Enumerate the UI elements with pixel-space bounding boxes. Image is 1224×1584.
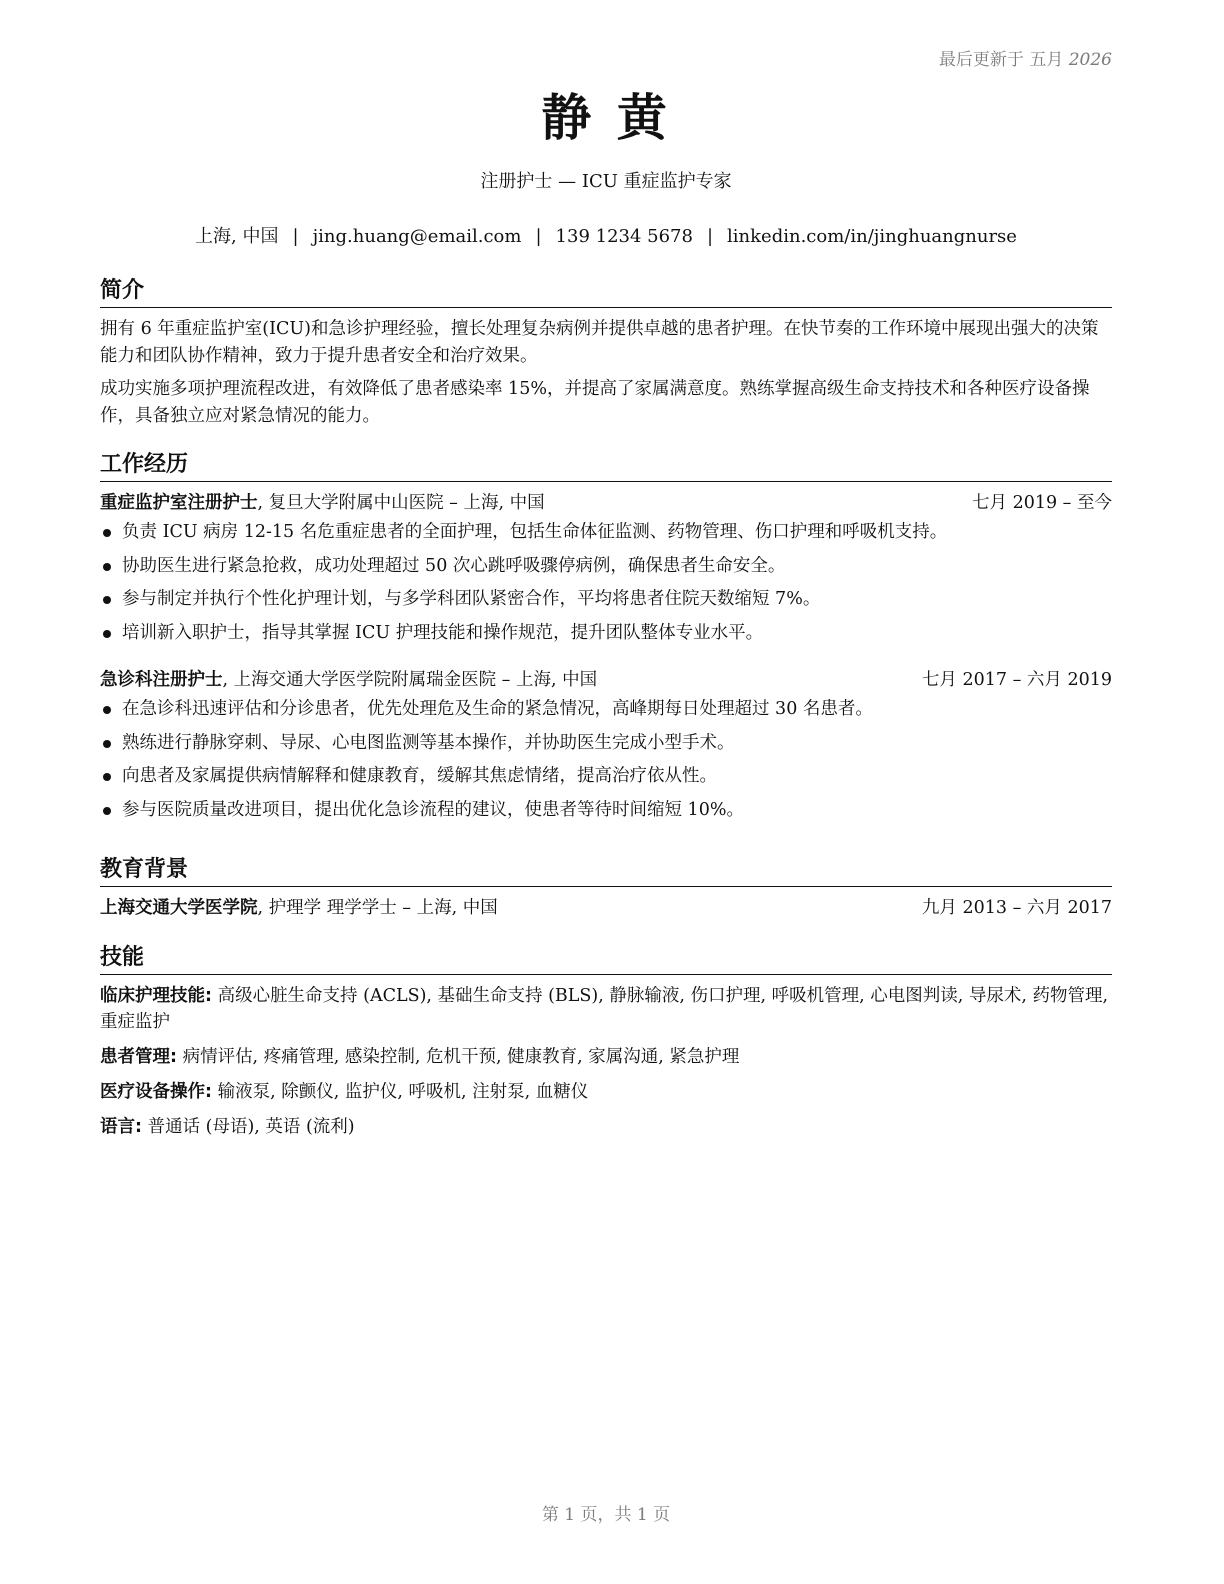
contact-location: 上海, 中国	[195, 226, 279, 247]
bullet-item	[100, 553, 1112, 580]
last-updated-label: 最后更新于 五月	[938, 50, 1064, 70]
bullet-item	[100, 620, 1112, 647]
entry-role: 重症监护室注册护士	[100, 493, 258, 513]
contact-linkedin[interactable]: linkedin.com/in/jinghuangnurse	[727, 226, 1017, 247]
bullet-icon	[103, 563, 111, 571]
entry-dates: 七月 2017 – 六月 2019	[921, 670, 1112, 690]
resume-page	[100, 0, 1112, 1584]
skill-label: 临床护理技能:	[100, 986, 212, 1006]
bullet-item	[100, 730, 1112, 757]
entry-header	[100, 667, 1112, 694]
summary-title: 简介	[100, 277, 1112, 308]
skill-value: 输液泵, 除颤仪, 监护仪, 呼吸机, 注射泵, 血糖仪	[212, 1082, 589, 1102]
contact-separator: |	[706, 226, 714, 247]
bullet-icon	[103, 529, 111, 537]
summary-paragraph: 成功实施多项护理流程改进，有效降低了患者感染率 15%，并提高了家属满意度。熟练掌握高级生命支持技术和各种医疗设备操作，具备独立应对紧急情况的能力。	[100, 379, 1090, 426]
entry-role-org	[100, 490, 545, 517]
entry-bullets	[100, 696, 1112, 824]
bullet-item	[100, 586, 1112, 613]
entry-org: , 复旦大学附属中山医院 – 上海, 中国	[257, 493, 545, 513]
summary-section	[100, 277, 1112, 436]
bullet-icon	[103, 807, 111, 815]
contact-separator: |	[535, 226, 542, 247]
skills-section	[100, 944, 1112, 1149]
education-entry	[100, 895, 1112, 922]
bullet-item	[100, 763, 1112, 790]
education-dates: 九月 2013 – 六月 2017	[921, 898, 1112, 918]
bullet-icon	[103, 740, 111, 748]
education-school: 上海交通大学医学院	[100, 898, 258, 918]
entry-header	[100, 490, 1112, 517]
last-updated-year: 2026	[1068, 50, 1112, 70]
experience-entry	[100, 490, 1112, 647]
bullet-text: 参与制定并执行个性化护理计划，与多学科团队紧密合作，平均将患者住院天数缩短 7%。	[122, 589, 821, 609]
bullet-icon	[103, 596, 111, 604]
contact-line	[100, 223, 1112, 251]
bullet-text: 负责 ICU 病房 12-15 名危重症患者的全面护理，包括生命体征监测、药物管理、伤口护理和呼吸机支持。	[122, 522, 948, 542]
contact-separator: |	[292, 226, 299, 247]
skill-label: 医疗设备操作:	[100, 1082, 212, 1102]
bullet-item	[100, 696, 1112, 723]
bullet-text: 向患者及家属提供病情解释和健康教育，缓解其焦虑情绪，提高治疗依从性。	[122, 766, 717, 786]
bullet-text: 培训新入职护士，指导其掌握 ICU 护理技能和操作规范，提升团队整体专业水平。	[122, 622, 764, 643]
skill-row	[100, 1079, 1112, 1105]
skill-row	[100, 983, 1112, 1035]
headline: 注册护士 — ICU 重症监护专家	[480, 171, 732, 192]
education-section	[100, 856, 1112, 922]
page-footer: 第 1 页，共 1 页	[541, 1505, 671, 1525]
bullet-item	[100, 519, 1112, 546]
experience-section	[100, 451, 1112, 830]
skill-value: 高级心脏生命支持 (ACLS), 基础生命支持 (BLS), 静脉输液, 伤口护理, 呼吸机管理, 心电图判读, 导尿术, 药物管理, 重症监护	[100, 986, 1109, 1032]
last-updated	[939, 45, 1112, 70]
education-title: 教育背景	[100, 856, 1112, 887]
bullet-text: 在急诊科迅速评估和分诊患者，优先处理危及生命的紧急情况，高峰期每日处理超过 30 名患者。	[122, 699, 873, 719]
bullet-icon	[103, 773, 111, 781]
bullet-icon	[103, 706, 111, 714]
summary-paragraph: 拥有 6 年重症监护室(ICU)和急诊护理经验，擅长处理复杂病例并提供卓越的患者护理。在快节奏的工作环境中展现出强大的决策能力和团队协作精神，致力于提升患者安全和治疗效果。	[100, 319, 1099, 366]
bullet-text: 熟练进行静脉穿刺、导尿、心电图监测等基本操作，并协助医生完成小型手术。	[122, 732, 735, 753]
skills-title: 技能	[100, 944, 1112, 975]
entry-dates: 七月 2019 – 至今	[972, 493, 1112, 513]
entry-role: 急诊科注册护士	[100, 670, 223, 690]
contact-email[interactable]: jing.huang@email.com	[312, 226, 522, 247]
experience-title: 工作经历	[100, 451, 1112, 482]
skill-row	[100, 1114, 1112, 1140]
bullet-item	[100, 797, 1112, 824]
bullet-text: 参与医院质量改进项目，提出优化急诊流程的建议，使患者等待时间缩短 10%。	[122, 799, 744, 820]
skill-label: 语言:	[100, 1117, 142, 1137]
entry-org: , 上海交通大学医学院附属瑞金医院 – 上海, 中国	[222, 670, 598, 690]
contact-phone: 139 1234 5678	[555, 226, 693, 247]
bullet-text: 协助医生进行紧急抢救，成功处理超过 50 次心跳呼吸骤停病例，确保患者生命安全。	[122, 555, 786, 576]
entry-role-org	[100, 667, 597, 694]
skill-value: 普通话 (母语), 英语 (流利)	[142, 1117, 355, 1137]
entry-bullets	[100, 519, 1112, 647]
education-school-detail	[100, 895, 498, 922]
skill-row	[100, 1044, 1112, 1070]
education-detail: , 护理学 理学学士 – 上海, 中国	[257, 898, 498, 918]
bullet-icon	[103, 630, 111, 638]
skill-label: 患者管理:	[100, 1047, 177, 1067]
experience-entry	[100, 667, 1112, 824]
skill-value: 病情评估, 疼痛管理, 感染控制, 危机干预, 健康教育, 家属沟通, 紧急护理	[177, 1047, 740, 1067]
candidate-name: 静 黄	[541, 88, 671, 147]
